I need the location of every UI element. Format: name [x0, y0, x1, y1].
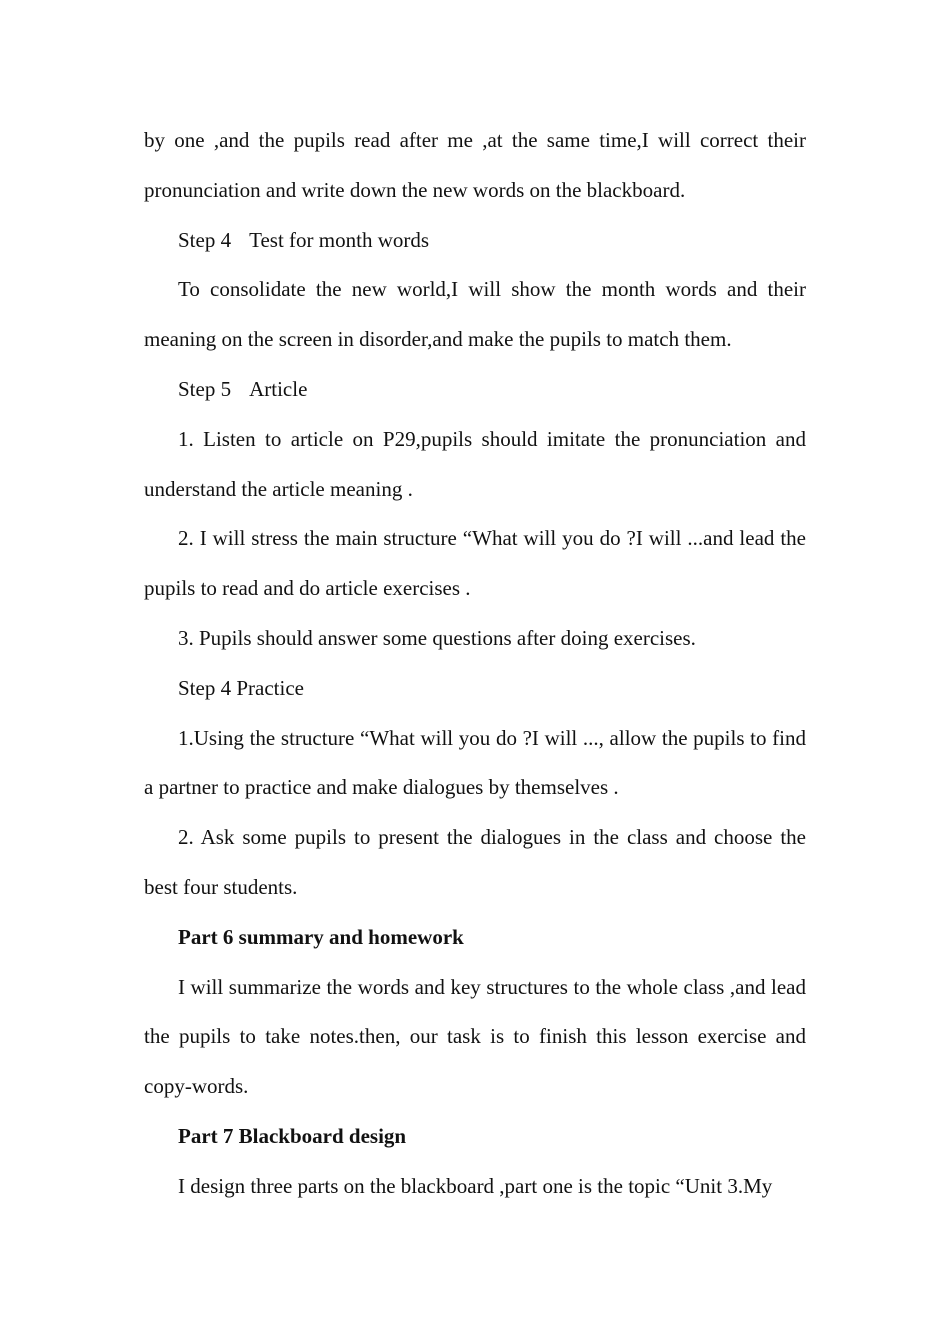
paragraph-listen: 1. Listen to article on P29,pupils should imitate the pronunciation and understand the article meaning . [144, 426, 806, 501]
step-5-heading [144, 365, 806, 415]
paragraph-summarize: I will summarize the words and key structures to the whole class ,and lead the pupils to take notes.then, our task is to finish this lesson exercise and copy-words. [144, 974, 806, 1099]
step-5-label: Step 5 [178, 376, 232, 401]
document-body [144, 116, 806, 1212]
part-6-heading: Part 6 summary and homework [178, 924, 464, 949]
paragraph-stress-structure: 2. I will stress the main structure “What will you do ?I will ...and lead the pupils to read and do article exercises . [144, 526, 806, 601]
paragraph-using-structure: 1.Using the structure “What will you do ?I will ..., allow the pupils to find a partner to practice and make dialogues by themselves . [144, 725, 806, 800]
part-7-heading: Part 7 Blackboard design [178, 1123, 407, 1148]
step-4-practice-heading: Step 4 Practice [178, 675, 304, 700]
paragraph-present-dialogues: 2. Ask some pupils to present the dialogues in the class and choose the best four students. [144, 825, 806, 899]
step-4-label: Step 4 [178, 227, 232, 252]
paragraph-consolidate: To consolidate the new world,I will show the month words and their meaning on the screen in disorder,and make the pupils to match them. [144, 277, 806, 352]
step-4-title: Test for month words [249, 227, 430, 252]
paragraph-blackboard-parts: I design three parts on the blackboard ,part one is the topic “Unit 3.My [178, 1173, 773, 1198]
step-5-title: Article [249, 376, 308, 401]
paragraph-answer-questions: 3. Pupils should answer some questions after doing exercises. [178, 625, 696, 650]
paragraph-continuation: by one ,and the pupils read after me ,at the same time,I will correct their pronunciation and write down the new words on the blackboard. [144, 128, 806, 202]
step-4-heading [144, 216, 806, 266]
